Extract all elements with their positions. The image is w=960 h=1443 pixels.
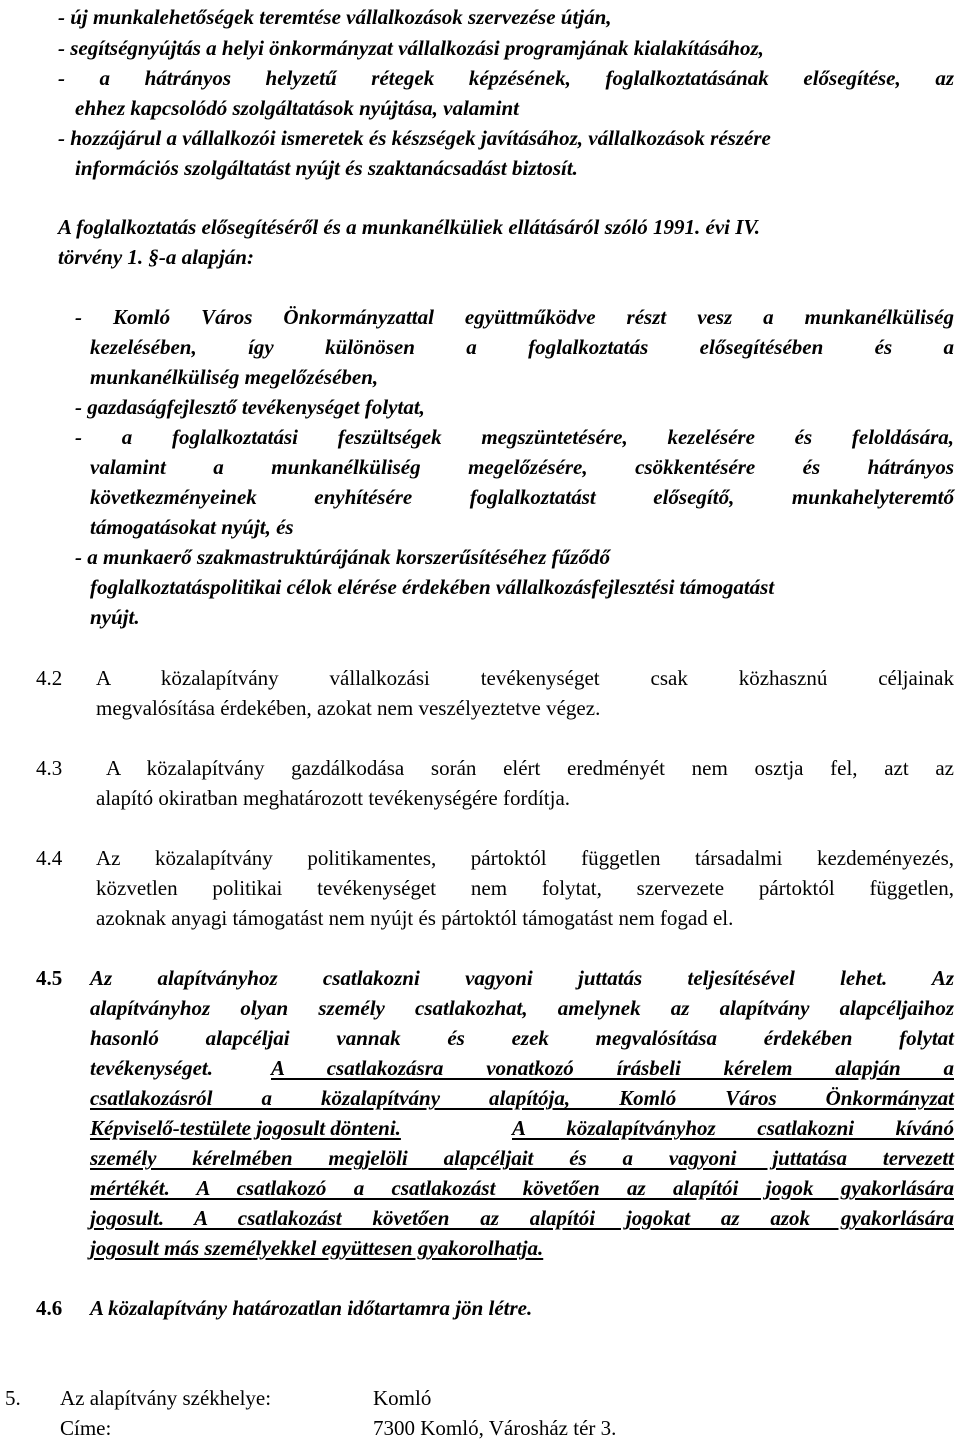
section-text: alapítványhoz olyan személy csatlakozhat, amelynek az alapítvány alapcéljaihoz — [90, 996, 954, 1020]
underlined-text: A közalapítványhoz csatlakozni kívánó — [512, 1116, 954, 1140]
underlined-text: Képviselő-testülete jogosult dönteni. — [90, 1116, 401, 1140]
underlined-text: csatlakozásról a közalapítvány alapítója, Komló Város Önkormányzat — [90, 1086, 954, 1110]
list-item: ehhez kapcsolódó szolgáltatások nyújtása, valamint — [75, 96, 519, 120]
underlined-text: jogosult. A csatlakozást követően az alapítói jogokat az azok gyakorlására — [90, 1206, 954, 1230]
field-value: 7300 Komló, Városház tér 3. — [373, 1416, 617, 1440]
field-label: Címe: — [60, 1416, 112, 1440]
section-number: 4.6 — [36, 1296, 63, 1320]
section-text: megvalósítása érdekében, azokat nem veszélyeztetve végez. — [96, 696, 601, 720]
section-number: 4.2 — [36, 666, 63, 690]
list-item: információs szolgáltatást nyújt és szaktanácsadást biztosít. — [75, 156, 578, 180]
section-text: azoknak anyagi támogatást nem nyújt és pártoktól támogatást nem fogad el. — [96, 906, 734, 930]
section-number: 4.3 — [36, 756, 63, 780]
list-item: - a hátrányos helyzetű rétegek képzésének, foglalkoztatásának elősegítése, az — [58, 66, 954, 90]
field-value: Komló — [373, 1386, 432, 1410]
list-item: következményeinek enyhítésére foglalkoztatást elősegítő, munkahelyteremtő — [90, 485, 954, 509]
list-item: - hozzájárul a vállalkozói ismeretek és készségek javításához, vállalkozások részére — [58, 126, 771, 150]
section-number: 4.5 — [36, 966, 63, 990]
paragraph-line: törvény 1. §-a alapján: — [58, 245, 254, 269]
paragraph-line: A foglalkoztatás elősegítéséről és a munkanélküliek ellátásáról szóló 1991. évi IV. — [58, 215, 760, 239]
section-text: tevékenységet. — [90, 1056, 214, 1080]
list-item: - gazdaságfejlesztő tevékenységet folytat, — [75, 395, 425, 419]
section-text: alapító okiratban meghatározott tevékenységére fordítja. — [96, 786, 571, 810]
list-item: - új munkalehetőségek teremtése vállalkozások szervezése útján, — [58, 5, 612, 29]
underlined-text: jogosult más személyekkel együttesen gyakorolhatja. — [90, 1236, 544, 1260]
section-number: 4.4 — [36, 846, 63, 870]
underlined-text: személy kérelmében megjelöli alapcéljait és a vagyoni juttatása tervezett — [90, 1146, 954, 1170]
list-item: támogatásokat nyújt, és — [90, 515, 294, 539]
list-item: foglalkoztatáspolitikai célok elérése érdekében vállalkozásfejlesztési támogatást — [90, 575, 775, 599]
list-item: - Komló Város Önkormányzattal együttműködve részt vesz a munkanélküliség — [75, 305, 954, 329]
list-item: valamint a munkanélküliség megelőzésére, csökkentésére és hátrányos — [90, 455, 954, 479]
section-text: hasonló alapcéljai vannak és ezek megvalósítása érdekében folytat — [90, 1026, 954, 1050]
section-text: közvetlen politikai tevékenységet nem folytat, szervezete pártoktól független, — [96, 876, 954, 900]
section-text: A közalapítvány határozatlan időtartamra jön létre. — [90, 1296, 533, 1320]
section-text: Az alapítványhoz csatlakozni vagyoni juttatás teljesítésével lehet. Az — [90, 966, 954, 990]
underlined-text: mértékét. A csatlakozó a csatlakozást követően az alapítói jogok gyakorlására — [90, 1176, 954, 1200]
section-text: A közalapítvány vállalkozási tevékenységet csak közhasznú céljainak — [96, 666, 954, 690]
list-item: - segítségnyújtás a helyi önkormányzat vállalkozási programjának kialakításához, — [58, 36, 764, 60]
list-item: - a foglalkoztatási feszültségek megszüntetésére, kezelésére és feloldására, — [75, 425, 954, 449]
field-label: Az alapítvány székhelye: — [60, 1386, 272, 1410]
section-text: A közalapítvány gazdálkodása során elért eredményét nem osztja fel, azt az — [106, 756, 954, 780]
list-item: kezelésében, így különösen a foglalkoztatás elősegítésében és a — [90, 335, 954, 359]
underlined-text: A csatlakozásra vonatkozó írásbeli kérelem alapján a — [271, 1056, 954, 1080]
section-number: 5. — [5, 1386, 21, 1410]
list-item: munkanélküliség megelőzésében, — [90, 365, 379, 389]
list-item: nyújt. — [90, 605, 140, 629]
list-item: - a munkaerő szakmastruktúrájának korszerűsítéséhez fűződő — [75, 545, 611, 569]
section-text: Az közalapítvány politikamentes, pártoktól független társadalmi kezdeményezés, — [96, 846, 954, 870]
